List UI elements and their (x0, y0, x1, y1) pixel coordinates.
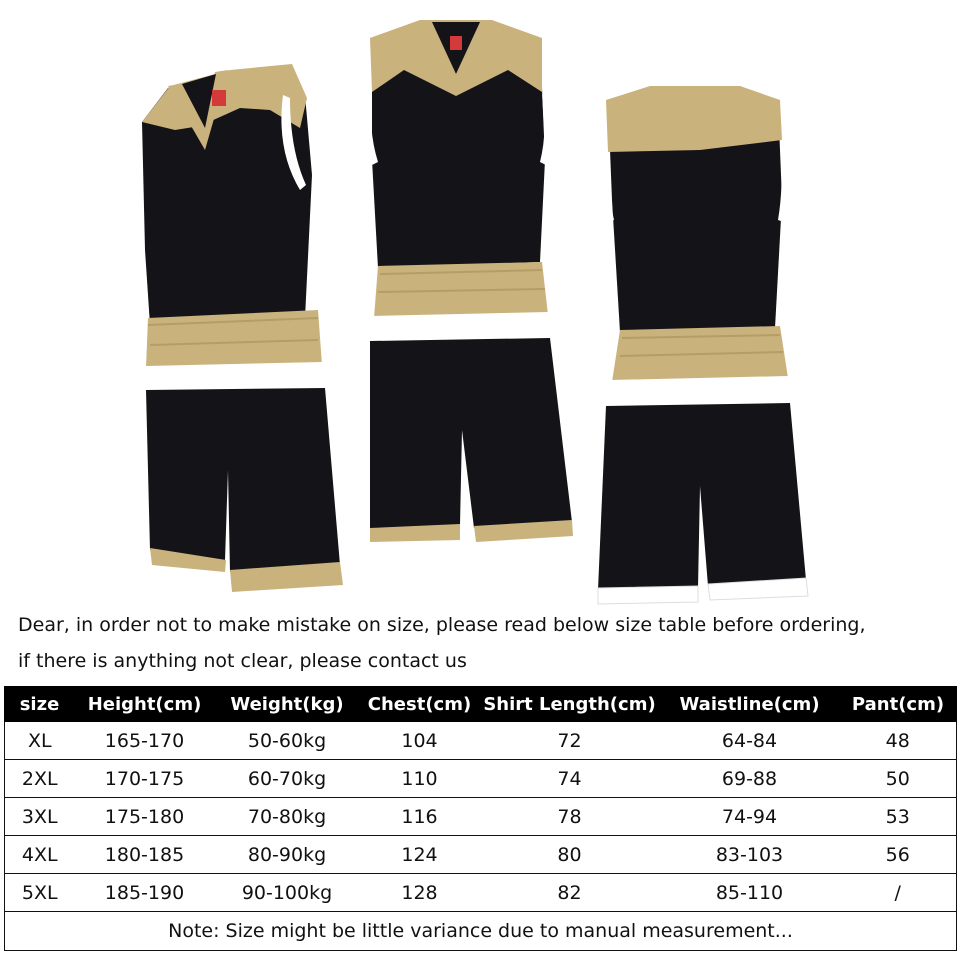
table-note-row (5, 912, 957, 951)
cell-weight: 90-100kg (215, 874, 360, 912)
cell-waistline: 64-84 (660, 722, 840, 760)
cell-weight: 80-90kg (215, 836, 360, 874)
cell-height: 180-185 (75, 836, 215, 874)
cell-weight: 70-80kg (215, 798, 360, 836)
cell-size: 5XL (5, 874, 75, 912)
size-table (4, 686, 957, 951)
cell-size: 3XL (5, 798, 75, 836)
table-note: Note: Size might be little variance due to manual measurement... (5, 912, 957, 951)
table-row (5, 874, 957, 912)
cell-size: 2XL (5, 760, 75, 798)
header-chest: Chest(cm) (360, 687, 480, 722)
cell-height: 185-190 (75, 874, 215, 912)
cell-height: 175-180 (75, 798, 215, 836)
jersey-set-front (370, 20, 573, 542)
cell-pant: 53 (840, 798, 957, 836)
cell-waistline: 85-110 (660, 874, 840, 912)
table-row (5, 798, 957, 836)
cell-weight: 60-70kg (215, 760, 360, 798)
notice-line-2: if there is anything not clear, please contact us (18, 650, 467, 672)
cell-weight: 50-60kg (215, 722, 360, 760)
cell-shirt-length: 72 (480, 722, 660, 760)
cell-waistline: 83-103 (660, 836, 840, 874)
cell-pant: / (840, 874, 957, 912)
cell-shirt-length: 74 (480, 760, 660, 798)
cell-pant: 48 (840, 722, 957, 760)
table-row (5, 760, 957, 798)
cell-chest: 124 (360, 836, 480, 874)
header-pant: Pant(cm) (840, 687, 957, 722)
header-weight: Weight(kg) (215, 687, 360, 722)
cell-shirt-length: 80 (480, 836, 660, 874)
cell-chest: 110 (360, 760, 480, 798)
cell-size: 4XL (5, 836, 75, 874)
header-size: size (5, 687, 75, 722)
table-row (5, 722, 957, 760)
cell-height: 165-170 (75, 722, 215, 760)
cell-chest: 116 (360, 798, 480, 836)
size-table-container (4, 686, 956, 954)
cell-shirt-length: 78 (480, 798, 660, 836)
header-shirt-length: Shirt Length(cm) (480, 687, 660, 722)
cell-size: XL (5, 722, 75, 760)
cell-chest: 104 (360, 722, 480, 760)
cell-pant: 50 (840, 760, 957, 798)
header-waistline: Waistline(cm) (660, 687, 840, 722)
table-row (5, 836, 957, 874)
cell-chest: 128 (360, 874, 480, 912)
notice-line-1: Dear, in order not to make mistake on size, please read below size table before ordering, (18, 614, 866, 636)
cell-shirt-length: 82 (480, 874, 660, 912)
cell-waistline: 69-88 (660, 760, 840, 798)
cell-height: 170-175 (75, 760, 215, 798)
cell-pant: 56 (840, 836, 957, 874)
table-header-row (5, 687, 957, 722)
header-height: Height(cm) (75, 687, 215, 722)
cell-waistline: 74-94 (660, 798, 840, 836)
